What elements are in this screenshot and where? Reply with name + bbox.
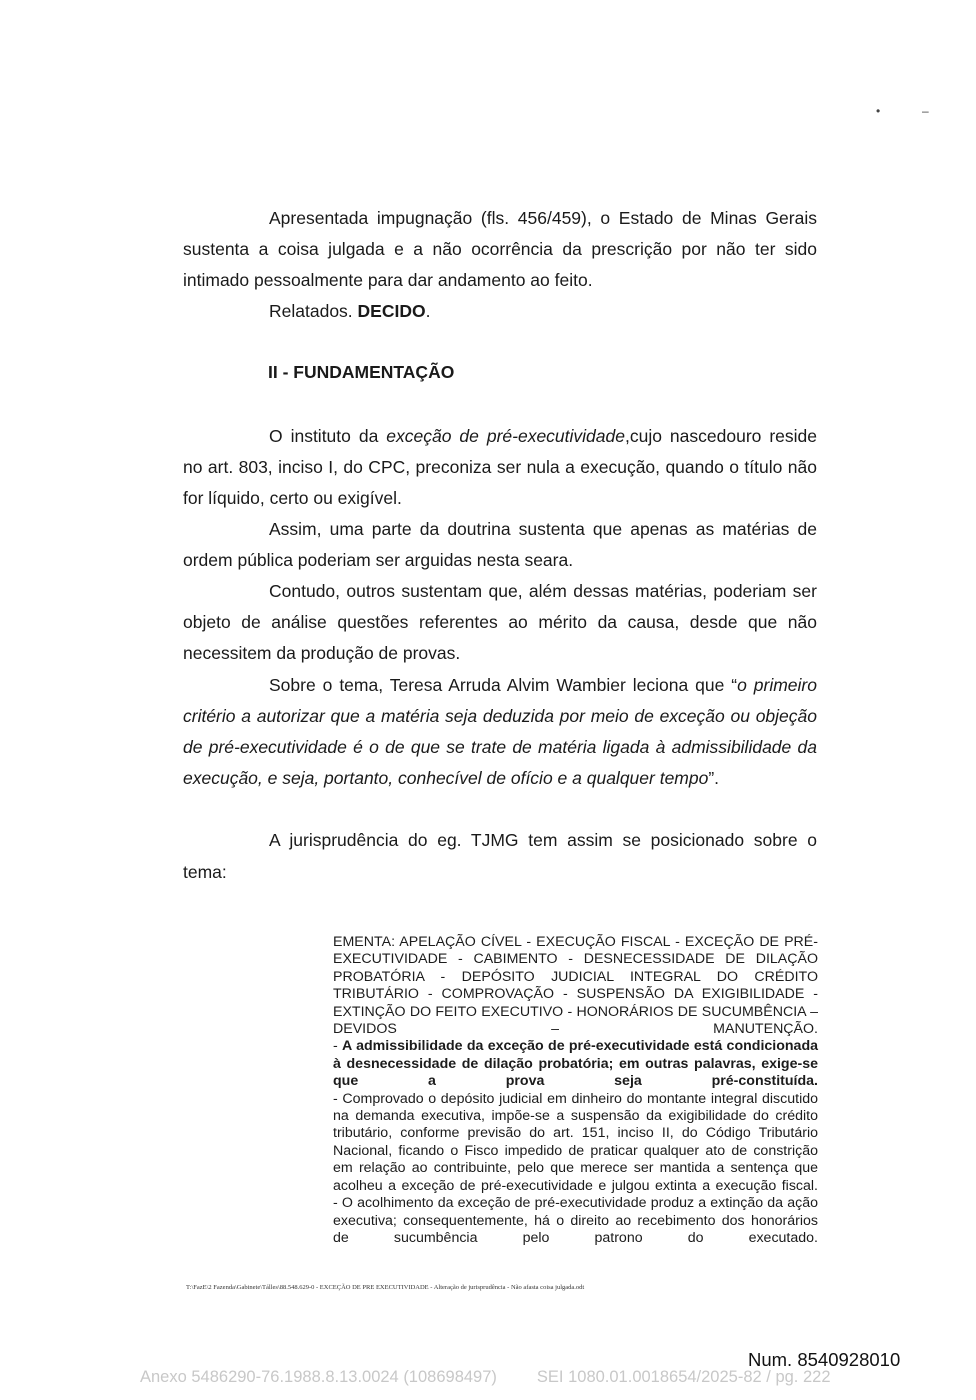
paragraph-jurisprudencia-end [183,857,817,888]
instituto-suffix: ,cujo nascedouro reside no art. 803, inciso I, do CPC, preconiza ser nula a execução, quando o título não for líquido, certo ou exigível. [183,426,818,508]
ementa-item-3: - O acolhimento da exceção de pré-executividade produz a extinção da ação executiva; consequentemente, há o direito ao recebimento dos honorários de sucumbência pelo patrono do executado. [333,1195,818,1246]
paragraph-text [183,296,817,327]
paragraph-doutrina [183,514,817,576]
paragraph-text: A jurisprudência do eg. TJMG tem assim se posicionado sobre o [269,830,817,850]
instituto-prefix: O instituto da [269,426,387,446]
paragraph-relatados [183,296,817,327]
annex-footer [140,1368,831,1387]
ementa-item-2: - Comprovado o depósito judicial em dinheiro do montante integral discutido na demanda executiva, impõe-se a suspensão da exigibilidade do crédito tributário, conforme previsão do art. 151, inciso II, do Código Tributário Nacional, ficando o Fisco impedido de praticar qualquer ato de constrição em relação ao contribuinte, pelo que merece ser mantida a sentença que acolheu a exceção de pré-executividade e julgou extinta a execução fiscal. [333,1090,818,1194]
paragraph-text: Contudo, outros sustentam que, além dessas matérias, poderiam ser objeto de análise questões referentes ao mérito da causa, desde que não necessitem da produção de provas. [183,581,817,663]
paragraph-contudo [183,576,817,669]
ementa-item-1 [333,1038,818,1090]
wambier-prefix: Sobre o tema, Teresa Arruda Alvim Wambier leciona que “ [269,675,738,695]
sei-reference: SEI 1080.01.0018654/2025-82 / pg. 222 [536,1368,831,1386]
item-1-bold-text: A admissibilidade da exceção de pré-executividade está condicionada à desnecessidade de dilação probatória; em outras palavras, exige-se que a prova seja pré-constituída. [333,1038,818,1090]
paragraph-text [183,421,817,514]
item-dash: - [333,1038,343,1055]
decido-text: DECIDO [357,301,426,321]
instituto-italic: exceção de pré-executividade [386,426,625,446]
ementa-text: EMENTA: APELAÇÃO CÍVEL - EXECUÇÃO FISCAL - EXCEÇÃO DE PRÉ-EXECUTIVIDADE - CABIMENTO - DESNECESSIDADE DE DILAÇÃO PROBATÓRIA - DEPÓSITO JUDICIAL INTEGRAL DO CRÉDITO TRIBUTÁRIO - COMPROVAÇÃO - SUSPENSÃO DA EXIGIBILIDADE - EXTINÇÃO DO FEITO EXECUTIVO - HONORÁRIOS DE SUCUMBÊNCIA – DEVIDOS – MANUTENÇÃO. [333,934,818,1038]
wambier-quote: o primeiro critério a autorizar que a matéria seja deduzida por meio de exceção ou objeção de pré-executividade é o de que se trate de matéria ligada à admissibilidade da execução, e seja, portanto, conhecível de ofício e a qualquer tempo [183,675,817,788]
scan-mark-dot: • [876,104,881,118]
paragraph-instituto [183,421,817,514]
paragraph-wambier [183,670,817,794]
ementa-quote-block [333,934,818,1247]
paragraph-jurisprudencia [183,825,817,856]
annex-reference: Anexo 5486290-76.1988.8.13.0024 (108698497) [140,1368,497,1386]
relatados-text: Relatados. [269,301,358,321]
paragraph-impugnacao [183,203,817,296]
file-path-footer: T:\FazE\2 Fazenda\Gabinete\Tálles\88.548.629-0 - EXCEÇÃO DE PRE EXECUTIVIDADE - Alteração de jurisprudência - Não afasta coisa julgada.odt [186,1284,585,1291]
period: . [425,301,431,321]
section-heading-fundamentacao: II - FUNDAMENTAÇÃO [268,362,455,382]
wambier-suffix: ”. [708,768,720,788]
paragraph-text: Apresentada impugnação (fls. 456/459), o Estado de Minas Gerais sustenta a coisa julgada e a não ocorrência da prescrição por não ter sido intimado pessoalmente para dar andamento ao feito. [183,208,817,290]
paragraph-text: tema: [183,862,227,882]
paragraph-text: Assim, uma parte da doutrina sustenta que apenas as matérias de ordem pública poderiam ser arguidas nesta seara. [183,519,817,570]
paragraph-text [183,670,817,794]
document-number: Num. 8540928010 [748,1349,901,1370]
scan-mark-dash: – [922,104,929,118]
